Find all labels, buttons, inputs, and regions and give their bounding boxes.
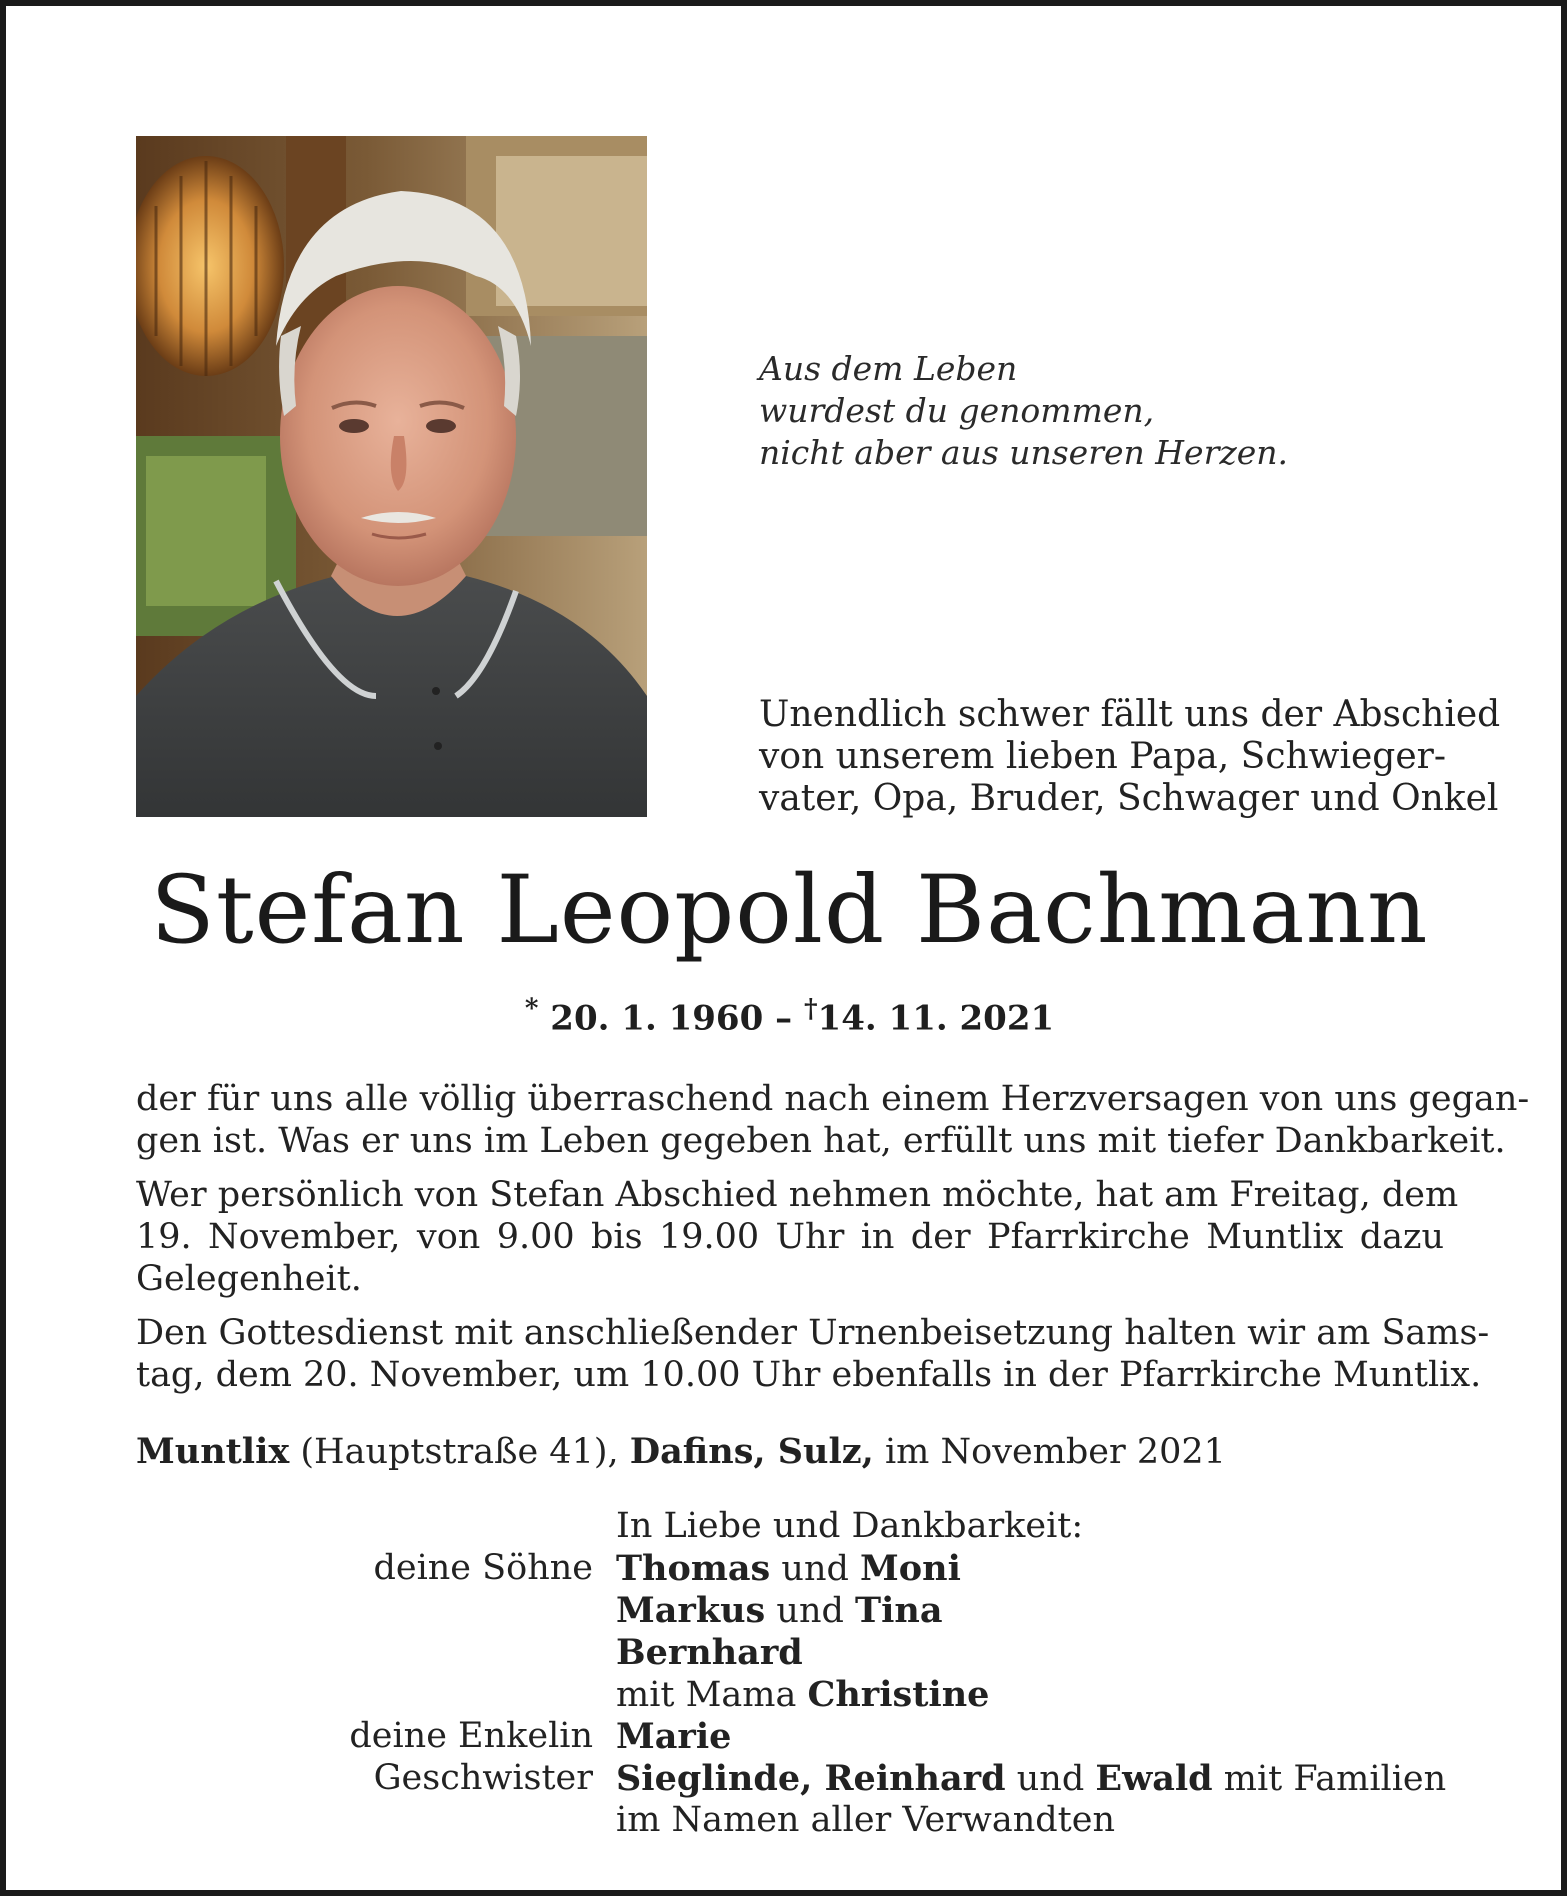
quote-line: wurdest du genommen, bbox=[759, 391, 1155, 430]
siblings-suffix: mit Familien bbox=[1223, 1759, 1447, 1799]
family-row bbox=[6, 1548, 1567, 1590]
sons-label: deine Söhne bbox=[373, 1548, 593, 1588]
intro-line: von unserem lieben Papa, Schwieger- bbox=[759, 736, 1447, 777]
partner-name: Moni bbox=[860, 1548, 961, 1589]
mourners-heading: In Liebe und Dankbarkeit: bbox=[616, 1506, 1084, 1546]
intro-text bbox=[759, 694, 1500, 820]
body-paragraph bbox=[136, 1174, 1459, 1300]
portrait-photo bbox=[136, 136, 647, 817]
son-name: Thomas bbox=[616, 1548, 771, 1589]
family-row bbox=[6, 1800, 1567, 1842]
grandchild-entry bbox=[616, 1716, 731, 1757]
body-line: Gelegenheit. bbox=[136, 1259, 362, 1299]
body-line: gen ist. Was er uns im Leben gegeben hat, erfüllt uns mit tiefer Dankbarkeit. bbox=[136, 1121, 1506, 1161]
mother-name: Christine bbox=[807, 1674, 990, 1715]
sibling-names: Sieglinde, Reinhard bbox=[616, 1758, 1006, 1799]
deceased-name: Stefan Leopold Bachmann bbox=[150, 856, 1429, 965]
conjunction: und bbox=[776, 1591, 844, 1631]
family-row bbox=[6, 1632, 1567, 1674]
birth-symbol: * bbox=[524, 994, 539, 1024]
places-dafins-sulz: Dafins, Sulz, bbox=[629, 1431, 874, 1472]
obituary-body bbox=[136, 1078, 1530, 1408]
address: (Hauptstraße 41), bbox=[300, 1432, 619, 1472]
birth-date: 20. 1. 1960 bbox=[550, 998, 764, 1039]
grandchild-name: Marie bbox=[616, 1716, 732, 1757]
death-date: 14. 11. 2021 bbox=[817, 998, 1055, 1039]
family-row bbox=[6, 1758, 1567, 1800]
mother-entry bbox=[616, 1674, 989, 1715]
body-line: tag, dem 20. November, um 10.00 Uhr ebenfalls in der Pfarrkirche Muntlix. bbox=[136, 1355, 1482, 1395]
siblings-label: Geschwister bbox=[373, 1758, 593, 1798]
body-paragraph bbox=[136, 1078, 1530, 1162]
mourners-list bbox=[6, 1506, 1567, 1842]
son-entry bbox=[616, 1590, 943, 1631]
mother-prefix: mit Mama bbox=[616, 1675, 797, 1715]
family-row bbox=[6, 1716, 1567, 1758]
son-name: Markus bbox=[616, 1590, 766, 1631]
sibling-name: Ewald bbox=[1095, 1758, 1213, 1799]
partner-name: Tina bbox=[855, 1590, 943, 1631]
conjunction: und bbox=[781, 1549, 849, 1589]
quote-verse bbox=[759, 348, 1288, 474]
family-row bbox=[6, 1590, 1567, 1632]
family-row bbox=[6, 1506, 1567, 1548]
closing-line: im Namen aller Verwandten bbox=[616, 1800, 1115, 1840]
death-symbol: † bbox=[803, 994, 818, 1024]
place-muntlix: Muntlix bbox=[136, 1431, 290, 1472]
body-paragraph bbox=[136, 1312, 1490, 1396]
son-entry bbox=[616, 1548, 961, 1589]
body-line: Den Gottesdienst mit anschließender Urnenbeisetzung halten wir am Sams- bbox=[136, 1313, 1490, 1353]
body-line: 19. November, von 9.00 bis 19.00 Uhr in der Pfarrkirche Muntlix dazu bbox=[136, 1217, 1444, 1257]
siblings-entry bbox=[616, 1758, 1446, 1799]
portrait-illustration bbox=[136, 136, 647, 817]
family-row bbox=[6, 1674, 1567, 1716]
conjunction: und bbox=[1016, 1759, 1085, 1799]
grandchild-label: deine Enkelin bbox=[349, 1716, 593, 1756]
place-date-line bbox=[136, 1431, 1226, 1472]
intro-line: vater, Opa, Bruder, Schwager und Onkel bbox=[759, 778, 1499, 819]
life-dates bbox=[6, 994, 1567, 1038]
son-entry bbox=[616, 1632, 803, 1673]
son-name: Bernhard bbox=[616, 1632, 803, 1673]
intro-line: Unendlich schwer fällt uns der Abschied bbox=[759, 694, 1501, 735]
body-line: der für uns alle völlig überraschend nach einem Herzversagen von uns gegan- bbox=[136, 1079, 1530, 1119]
quote-line: Aus dem Leben bbox=[759, 349, 1018, 388]
signature-date: im November 2021 bbox=[884, 1432, 1226, 1472]
quote-line: nicht aber aus unseren Herzen. bbox=[759, 433, 1288, 472]
date-separator: – bbox=[775, 998, 793, 1039]
body-line: Wer persönlich von Stefan Abschied nehmen möchte, hat am Freitag, dem bbox=[136, 1175, 1459, 1215]
